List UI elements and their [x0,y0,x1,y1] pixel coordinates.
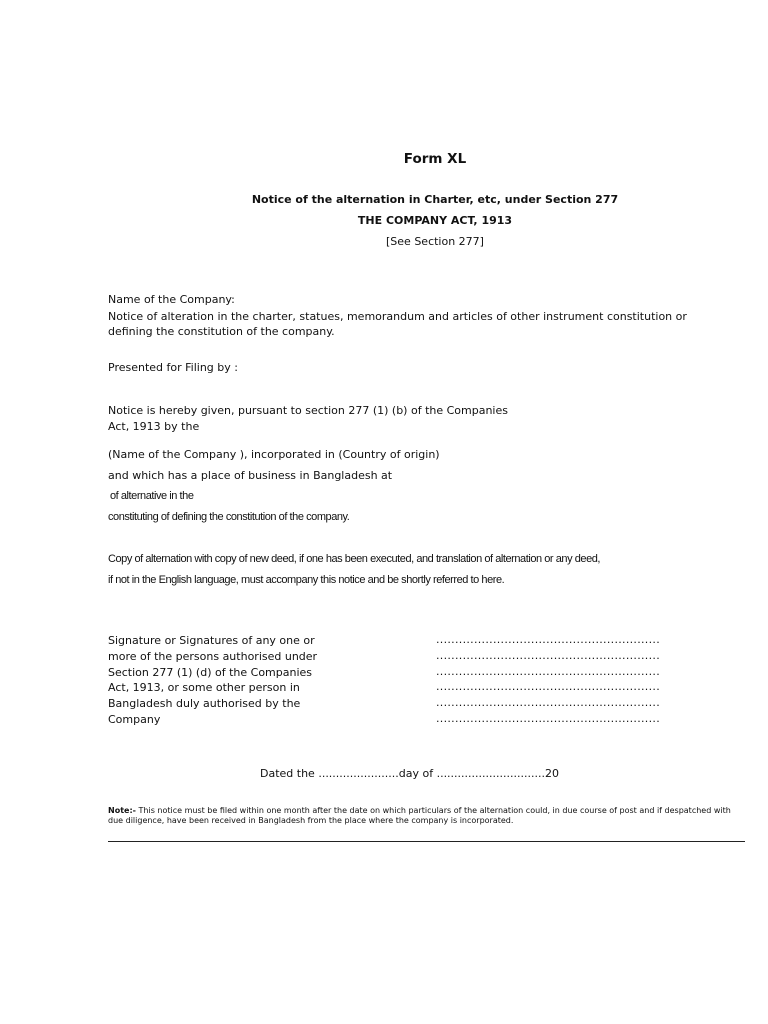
copy-alternation-line-1: Copy of alternation with copy of new deed, if one has been executed, and translation of alternation or any deed, [108,553,601,565]
copy-alternation-line-2: if not in the English language, must accompany this notice and be shortly referred to here. [108,574,505,586]
act-heading: THE COMPANY ACT, 1913 [357,214,513,227]
signature-line: Signature or Signatures of any one or [108,634,315,647]
dotted-fill-line: ........................................................... [436,696,660,710]
signature-dotted-lines [436,632,660,727]
signature-line: Bangladesh duly authorised by the [108,697,301,711]
presented-for-filing-label: Presented for Filing by : [108,361,238,374]
alternative-line: of alternative in the [110,490,194,502]
name-incorporated-line: (Name of the Company ), incorporated in (Country of origin) [108,448,440,461]
dated-line: Dated the .......................day of ...............................20 [260,767,559,780]
name-of-company-label: Name of the Company: [108,293,235,306]
note-label: Note:- [108,806,136,815]
see-section: [See Section 277] [386,235,484,248]
signature-line: Section 277 (1) (d) of the Companies [108,665,313,679]
signature-line: Act, 1913, or some other person in [108,681,300,695]
notice-alteration-line-2: defining the constitution of the company. [108,325,335,338]
dotted-fill-line: ........................................................... [436,633,660,646]
bottom-rule [108,841,745,842]
dotted-fill-line: ........................................................... [436,680,660,694]
place-of-business-line: and which has a place of business in Bangladesh at [108,469,393,482]
notice-alteration-line-1: Notice of alteration in the charter, statues, memorandum and articles of other instrument constitution or [108,310,687,323]
notice-hereby-line-2: Act, 1913 by the [108,420,200,433]
dotted-fill-line: ........................................................... [436,648,660,662]
signature-line: Company [108,712,161,726]
constituting-line: constituting of defining the constitution of the company. [108,511,350,523]
footnote [108,806,748,826]
note-text: This notice must be filed within one month after the date on which particulars of the alternation could, in due course of post and if despatched with due diligence, have been received in Bangladesh from the place where the company is incorporated. [108,806,731,825]
dotted-fill-line: ........................................................... [436,711,660,725]
notice-hereby-line-1: Notice is hereby given, pursuant to section 277 (1) (b) of the Companies [108,404,508,417]
form-title: Form XL [403,151,467,167]
signature-line: more of the persons authorised under [108,649,318,663]
signature-text-block [108,633,348,728]
form-subtitle: Notice of the alternation in Charter, etc, under Section 277 [251,193,619,206]
dotted-fill-line: ........................................................... [436,664,660,678]
